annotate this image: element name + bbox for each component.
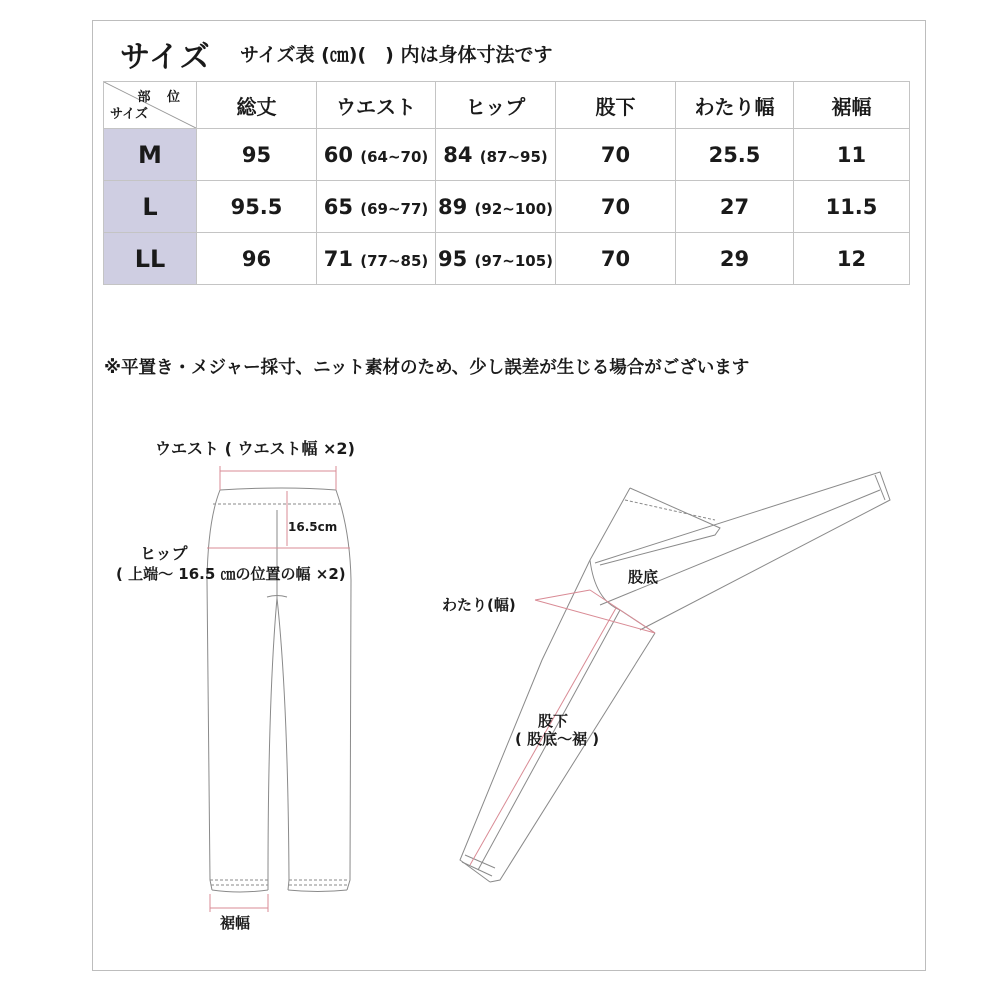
- waist-body-range: (69~77): [360, 199, 429, 218]
- column-header-hip: ヒップ: [436, 82, 556, 129]
- inseam-diagram-label: 股下: [538, 712, 569, 730]
- rise-diagram-label: 16.5cm: [288, 520, 338, 534]
- hip-body-range: (87~95): [479, 147, 548, 166]
- thigh-cell: 25.5: [676, 129, 794, 181]
- thigh-cell: 27: [676, 181, 794, 233]
- inseam-cell: 70: [556, 129, 676, 181]
- side-view-pants-icon: [460, 472, 890, 882]
- size-cell: L: [104, 181, 197, 233]
- total-length-cell: 95.5: [197, 181, 317, 233]
- corner-label-size: サイズ: [110, 107, 148, 122]
- waist-value: 65: [323, 194, 353, 219]
- size-cell: M: [104, 129, 197, 181]
- waist-value: 71: [323, 246, 353, 271]
- hem-diagram-label: 裾幅: [220, 914, 251, 932]
- hip-value: 84: [443, 142, 473, 167]
- hem-cell: 12: [794, 233, 910, 285]
- column-header-total-length: 総丈: [197, 82, 317, 129]
- thigh-cell: 29: [676, 233, 794, 285]
- crotch-diagram-label: 股底: [628, 568, 659, 586]
- size-cell: LL: [104, 233, 197, 285]
- waist-body-range: (64~70): [360, 147, 429, 166]
- inseam-diagram-sublabel: ( 股底～裾 ): [515, 730, 600, 748]
- corner-label-part: 部 位: [137, 90, 186, 105]
- hip-diagram-label: ヒップ: [140, 544, 188, 563]
- waist-body-range: (77~85): [360, 251, 429, 270]
- inseam-cell: 70: [556, 233, 676, 285]
- waist-diagram-label: ウエスト ( ウエスト幅 ×2): [155, 439, 355, 458]
- total-length-cell: 95: [197, 129, 317, 181]
- total-length-cell: 96: [197, 233, 317, 285]
- waist-value: 60: [323, 142, 353, 167]
- hip-body-range: (92~100): [474, 199, 553, 218]
- inseam-cell: 70: [556, 181, 676, 233]
- column-header-waist: ウエスト: [317, 82, 436, 129]
- column-header-thigh: わたり幅: [676, 82, 794, 129]
- column-header-inseam: 股下: [556, 82, 676, 129]
- hip-body-range: (97~105): [474, 251, 553, 270]
- page-title: サイズ: [120, 40, 211, 75]
- hem-cell: 11.5: [794, 181, 910, 233]
- column-header-hem: 裾幅: [794, 82, 910, 129]
- table-caption: サイズ表 (㎝)( ) 内は身体寸法です: [240, 44, 553, 66]
- thigh-diagram-label: わたり(幅): [442, 596, 516, 614]
- hip-value: 95: [437, 246, 468, 271]
- hem-cell: 11: [794, 129, 910, 181]
- hip-value: 89: [437, 194, 468, 219]
- measurement-note: ※平置き・メジャー採寸、ニット素材のため、少し誤差が生じる場合がございます: [104, 358, 750, 378]
- hip-diagram-sublabel: ( 上端～ 16.5 ㎝の位置の幅 ×2): [116, 565, 346, 583]
- front-view-pants-icon: [207, 488, 351, 892]
